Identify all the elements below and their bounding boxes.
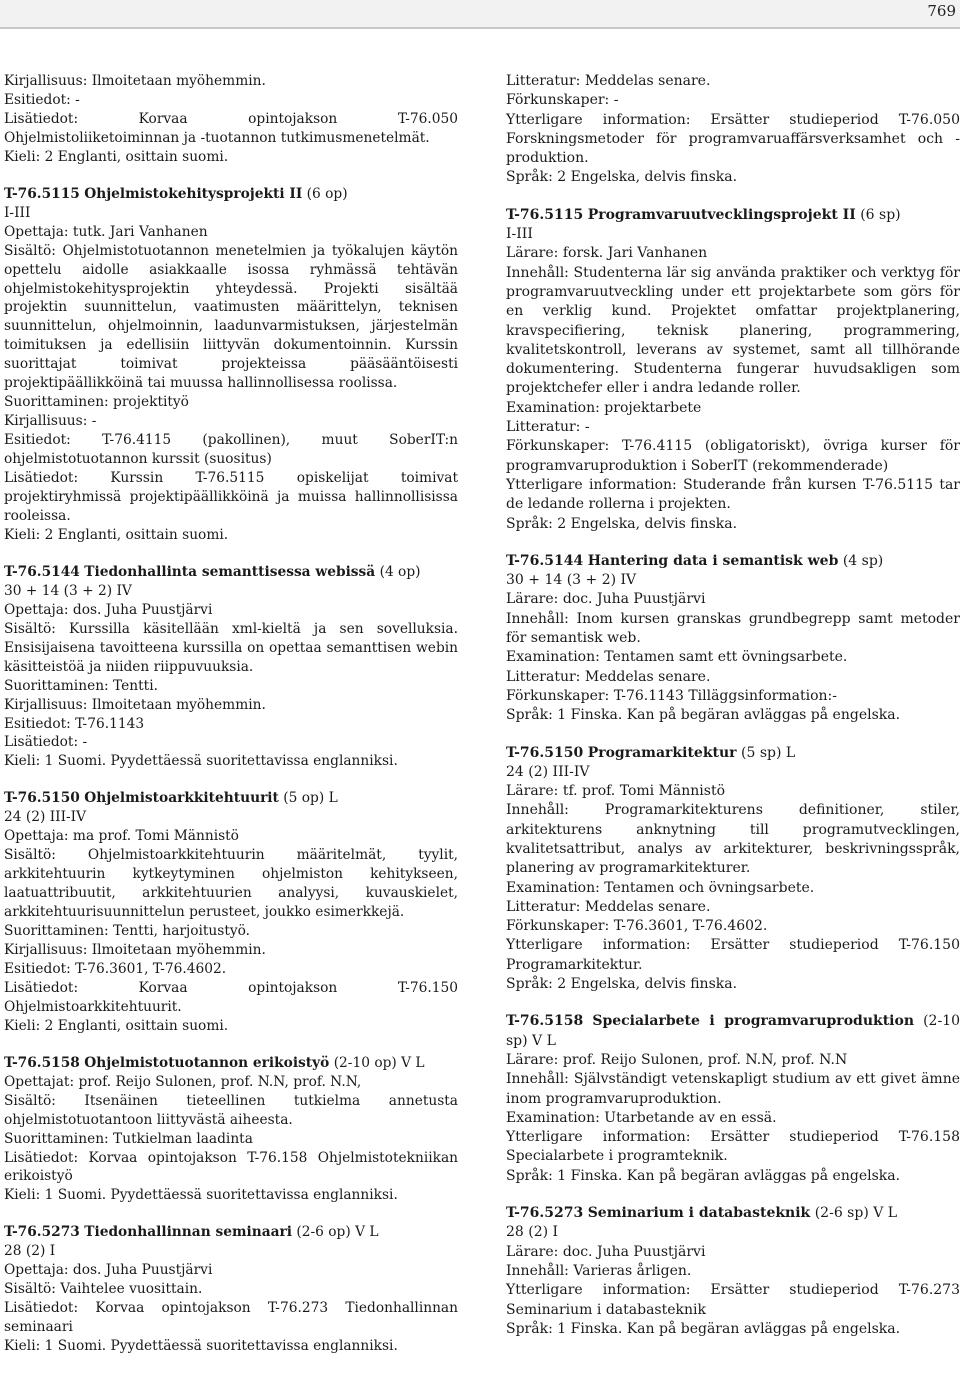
- course-info-line: Språk: 1 Finska. Kan på begäran avläggas på engelska.: [506, 1320, 901, 1337]
- course-section: [506, 744, 960, 995]
- course-title: [4, 185, 458, 204]
- course-code: T-76.5150: [506, 744, 584, 761]
- course-info-line: Innehåll: Självständigt vetenskapligt studium av ett givet ämne inom programvaruproduktion.: [506, 1071, 960, 1107]
- course-info-line: Lärare: forsk. Jari Vanhanen: [506, 245, 708, 262]
- course-info-line: Sisältö: Vaihtelee vuosittain.: [4, 1281, 203, 1298]
- course-info-line: Esitiedot: T-76.4115 (pakollinen), muut SoberIT:n ohjelmistotuotannon kurssit (suositus): [4, 432, 458, 468]
- course-info-line: Examination: Utarbetande av en essä.: [506, 1109, 777, 1126]
- course-title: [4, 1054, 458, 1073]
- course-info-line: Esitiedot: T-76.1143: [4, 715, 145, 732]
- course-info-line: 28 (2) I: [506, 1224, 559, 1241]
- course-info-line: Kieli: 1 Suomi. Pyydettäessä suoritettavissa englanniksi.: [4, 1187, 398, 1204]
- course-code: T-76.5144: [4, 563, 80, 580]
- course-info-line: Innehåll: Studenterna lär sig använda praktiker och verktyg för programvaruutveckling under ett projektarbete som görs för en verklig kund. Projektet omfattar projektplanering, kravspecifiering, teknisk planering, programmering, kvalitetskontroll, leverans av systemet, samt all tillhörande dokumentering. Studenterna fungerar huvudsakligen som projektchefer eller i andra ledande roller.: [506, 264, 960, 397]
- course-info-line: Lisätiedot: Korvaa opintojakson T-76.150 Ohjelmistoarkkitehtuurit.: [4, 979, 458, 1015]
- course-info-line: Lisätiedot: Korvaa opintojakson T-76.050 Ohjelmistoliiketoiminnan ja -tuotannon tutkimusmenetelmät.: [4, 110, 458, 146]
- course-title: [506, 1012, 960, 1051]
- course-info-line: Esitiedot: T-76.3601, T-76.4602.: [4, 960, 227, 977]
- course-credits: (2-6 sp) V L: [814, 1205, 898, 1222]
- course-info-line: Litteratur: Meddelas senare.: [506, 898, 711, 915]
- finnish-column: [4, 72, 458, 1374]
- course-name: Specialarbete i programvaruproduktion: [592, 1013, 914, 1030]
- course-credits: (4 sp): [842, 552, 884, 569]
- course-section: [4, 185, 458, 545]
- course-info-line: Kirjallisuus: Ilmoitetaan myöhemmin.: [4, 696, 266, 713]
- course-code: T-76.5158: [4, 1054, 80, 1071]
- course-info-line: Sisältö: Ohjelmistotuotannon menetelmien ja työkalujen käytön opettelu aidolle asiakkaalle isossa ryhmässä tehtävän ohjelmistokehitysprojektin yhteydessä. Projekti sisältää projektin suunnittelun, vaatimusten määrittelyn, teknisen suunnittelun, ohjelmoinnin, laadunvarmistuksen, järjestelmän toimituksen ja edellisiin liittyvän dokumentoinnin. Kurssin suorittajat toimivat projekteissa pääsääntöisesti projektipäällikköinä tai muussa hallinnollisessa roolissa.: [4, 242, 458, 392]
- course-info-line: Esitiedot: -: [4, 91, 80, 108]
- course-section: [4, 563, 458, 771]
- course-info-line: 30 + 14 (3 + 2) IV: [506, 572, 637, 589]
- course-info-line: Examination: Tentamen och övningsarbete.: [506, 879, 815, 896]
- course-name: Programvaruutvecklingsprojekt II: [587, 206, 856, 223]
- course-name: Seminarium i databasteknik: [587, 1205, 811, 1222]
- course-info-line: Opettaja: tutk. Jari Vanhanen: [4, 223, 208, 240]
- course-info-line: Lisätiedot: Kurssin T-76.5115 opiskelijat toimivat projektiryhmissä projektipäällikköinä ja muissa hallinnollisissa rooleissa.: [4, 470, 458, 524]
- course-name: Tiedonhallinnan seminaari: [84, 1224, 293, 1241]
- course-info-line: Kieli: 2 Englanti, osittain suomi.: [4, 148, 229, 165]
- course-name: Tiedonhallinta semanttisessa webissä: [84, 563, 376, 580]
- course-section: [506, 1012, 960, 1186]
- course-title: [506, 552, 960, 571]
- course-info-line: 24 (2) III-IV: [506, 763, 590, 780]
- course-info-line: Kieli: 2 Englanti, osittain suomi.: [4, 526, 229, 543]
- course-info-line: Förkunskaper: -: [506, 92, 619, 109]
- course-info-line: Innehåll: Varieras årligen.: [506, 1262, 692, 1279]
- course-info-line: Opettaja: ma prof. Tomi Männistö: [4, 828, 239, 845]
- course-credits: (2-10 sp) V L: [506, 1013, 960, 1049]
- course-info-line: Suorittaminen: Tentti.: [4, 677, 158, 694]
- course-info-line: Lisätiedot: Korvaa opintojakson T-76.158 Ohjelmistotekniikan erikoistyö: [4, 1149, 458, 1185]
- course-section: [506, 1204, 960, 1339]
- course-section: [4, 72, 458, 167]
- course-info-line: Ytterligare information: Ersätter studieperiod T-76.150 Programarkitektur.: [506, 937, 960, 973]
- course-section: [4, 789, 458, 1035]
- course-code: T-76.5273: [506, 1205, 584, 1222]
- course-section: [506, 206, 960, 534]
- course-section: [4, 1054, 458, 1206]
- course-info-line: Förkunskaper: T-76.1143 Tilläggsinformation:-: [506, 687, 837, 704]
- course-info-line: Ytterligare information: Ersätter studieperiod T-76.273 Seminarium i databasteknik: [506, 1282, 960, 1318]
- course-credits: (6 sp): [860, 206, 901, 223]
- course-info-line: Kieli: 2 Englanti, osittain suomi.: [4, 1017, 229, 1034]
- course-name: Ohjelmistoarkkitehtuurit: [84, 790, 279, 807]
- course-info-line: Förkunskaper: T-76.3601, T-76.4602.: [506, 918, 768, 935]
- course-info-line: I-III: [4, 204, 31, 221]
- course-info-line: Språk: 1 Finska. Kan på begäran avläggas på engelska.: [506, 1167, 901, 1184]
- course-info-line: Litteratur: -: [506, 419, 590, 436]
- course-info-line: Ytterligare information: Ersätter studieperiod T-76.050 Forskningsmetoder för programvaruaffärsverksamhet och -produktion.: [506, 111, 960, 167]
- course-credits: (5 sp) L: [741, 744, 796, 761]
- course-code: T-76.5115: [4, 185, 80, 202]
- course-info-line: Ytterligare information: Studerande från kursen T-76.5115 tar de ledande rollerna i projekten.: [506, 476, 960, 513]
- course-info-line: Innehåll: Inom kursen granskas grundbegrepp samt metoder för semantisk web.: [506, 610, 960, 647]
- course-title: [4, 789, 458, 808]
- course-info-line: Kirjallisuus: Ilmoitetaan myöhemmin.: [4, 941, 266, 958]
- course-info-line: Språk: 2 Engelska, delvis finska.: [506, 976, 738, 993]
- course-info-line: Suorittaminen: Tutkielman laadinta: [4, 1130, 253, 1147]
- course-info-line: Litteratur: Meddelas senare.: [506, 668, 711, 685]
- course-info-line: Examination: Tentamen samt ett övningsarbete.: [506, 649, 848, 666]
- course-info-line: Innehåll: Programarkitekturens definitioner, stiler, arkitekturens anknytning till programutvecklingen, kvalitetsattribut, analys av arkitekturer, beskrivningsspråk, planering av programarkitekturer.: [506, 802, 960, 877]
- course-credits: (2-10 op) V L: [333, 1054, 425, 1071]
- course-name: Ohjelmistokehitysprojekti II: [84, 185, 303, 202]
- course-info-line: Sisältö: Ohjelmistoarkkitehtuurin määritelmät, tyylit, arkkitehtuurin kytkeytyminen ohjelmiston kehitykseen, laatuattribuutit, arkkitehtuurien analyysi, kuvauskielet, arkkitehtuurisuunnittelun perusteet, joukko esimerkkejä.: [4, 847, 458, 921]
- course-info-line: Lärare: prof. Reijo Sulonen, prof. N.N, prof. N.N: [506, 1051, 848, 1068]
- course-name: Programarkitektur: [587, 744, 737, 761]
- course-info-line: Lärare: doc. Juha Puustjärvi: [506, 591, 706, 608]
- course-section: [506, 552, 960, 726]
- course-info-line: Lärare: doc. Juha Puustjärvi: [506, 1243, 706, 1260]
- course-info-line: Opettaja: dos. Juha Puustjärvi: [4, 601, 213, 618]
- course-credits: (4 op): [379, 563, 421, 580]
- course-section: [4, 1223, 458, 1356]
- course-title: [4, 563, 458, 582]
- course-info-line: Lärare: tf. prof. Tomi Männistö: [506, 783, 726, 800]
- course-info-line: Förkunskaper: T-76.4115 (obligatoriskt), övriga kurser för programvaruproduktion i SoberIT (rekommenderade): [506, 438, 960, 474]
- course-info-line: Lisätiedot: Korvaa opintojakson T-76.273 Tiedonhallinnan seminaari: [4, 1300, 458, 1336]
- course-info-line: 24 (2) III-IV: [4, 809, 87, 826]
- course-section: [506, 72, 960, 188]
- course-info-line: Suorittaminen: projektityö: [4, 394, 189, 411]
- header-bar: [0, 0, 960, 29]
- course-info-line: Lisätiedot: -: [4, 734, 88, 751]
- course-info-line: Ytterligare information: Ersätter studieperiod T-76.158 Specialarbete i programteknik.: [506, 1129, 960, 1165]
- course-info-line: Suorittaminen: Tentti, harjoitustyö.: [4, 923, 251, 940]
- course-name: Hantering data i semantisk web: [587, 552, 839, 569]
- course-info-line: Kirjallisuus: Ilmoitetaan myöhemmin.: [4, 73, 266, 89]
- course-credits: (6 op): [306, 185, 348, 202]
- course-info-line: Kieli: 1 Suomi. Pyydettäessä suoritettavissa englanniksi.: [4, 1338, 398, 1355]
- course-code: T-76.5115: [506, 206, 584, 223]
- swedish-column: [506, 72, 960, 1357]
- page-number: 769: [927, 2, 956, 20]
- course-name: Ohjelmistotuotannon erikoistyö: [84, 1054, 330, 1071]
- course-info-line: Opettajat: prof. Reijo Sulonen, prof. N.N, prof. N.N,: [4, 1073, 362, 1090]
- course-info-line: Språk: 1 Finska. Kan på begäran avläggas på engelska.: [506, 707, 901, 724]
- course-code: T-76.5144: [506, 552, 584, 569]
- course-info-line: 28 (2) I: [4, 1243, 56, 1260]
- course-info-line: Kieli: 1 Suomi. Pyydettäessä suoritettavissa englanniksi.: [4, 753, 398, 770]
- course-credits: (5 op) L: [283, 790, 338, 807]
- course-code: T-76.5158: [506, 1013, 584, 1030]
- course-code: T-76.5273: [4, 1224, 80, 1241]
- course-title: [4, 1223, 458, 1242]
- course-info-line: Språk: 2 Engelska, delvis finska.: [506, 515, 738, 532]
- course-code: T-76.5150: [4, 790, 80, 807]
- course-info-line: Litteratur: Meddelas senare.: [506, 73, 711, 89]
- course-title: [506, 744, 960, 763]
- course-info-line: Sisältö: Itsenäinen tieteellinen tutkielma annetusta ohjelmistotuotantoon liittyvästä aiheesta.: [4, 1092, 458, 1128]
- course-title: [506, 206, 960, 225]
- course-info-line: Kirjallisuus: -: [4, 413, 97, 430]
- course-info-line: Opettaja: dos. Juha Puustjärvi: [4, 1262, 213, 1279]
- course-title: [506, 1204, 960, 1223]
- course-info-line: Examination: projektarbete: [506, 399, 702, 416]
- course-credits: (2-6 op) V L: [296, 1224, 379, 1241]
- course-info-line: Sisältö: Kurssilla käsitellään xml-kieltä ja sen sovelluksia. Ensisijaisena tavoitteena kurssilla on opettaa semanttisen webin käsitteistöä ja niiden riippuvuuksia.: [4, 620, 458, 675]
- course-info-line: I-III: [506, 226, 533, 243]
- course-info-line: 30 + 14 (3 + 2) IV: [4, 582, 132, 599]
- course-info-line: Språk: 2 Engelska, delvis finska.: [506, 169, 738, 186]
